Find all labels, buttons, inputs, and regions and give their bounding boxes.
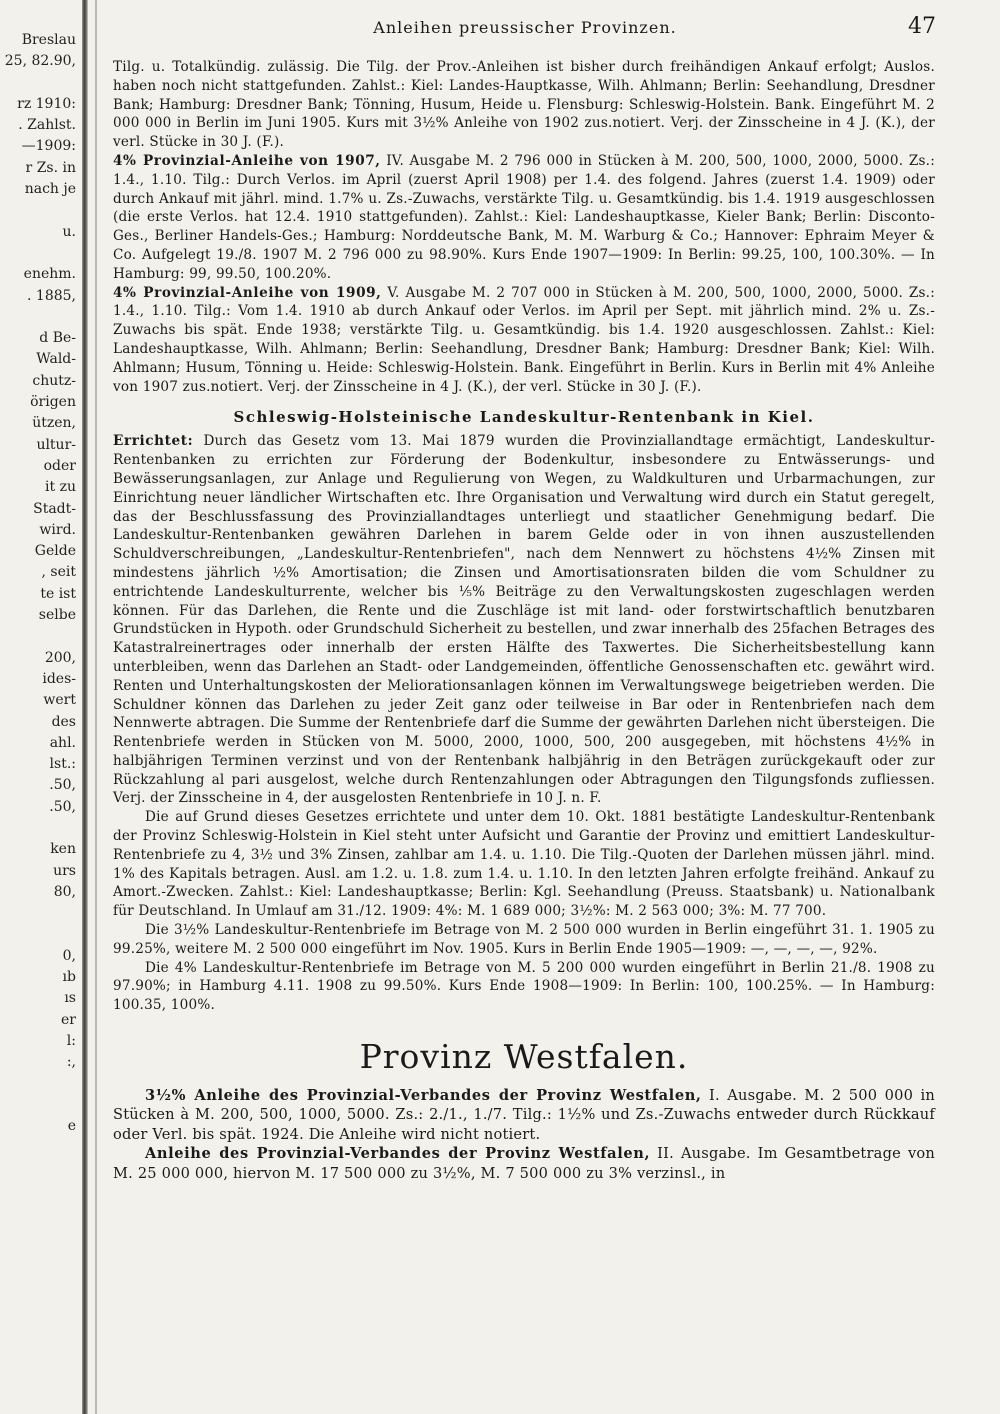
fragment-line: ıs bbox=[64, 990, 76, 1007]
fragment-line: ützen, bbox=[32, 415, 76, 432]
fragment-line bbox=[0, 626, 76, 647]
fragment-line: nach je bbox=[24, 181, 76, 198]
fragment-line: wird. bbox=[39, 521, 76, 538]
westfalen-paragraphs bbox=[113, 1086, 935, 1183]
paragraph-text: Die 3½% Landeskultur-Rentenbriefe im Betrage von M. 2 500 000 wurden in Berlin eingeführt 31. 1. 1905 zu 99.25%, weitere M. 2 500 000 eingeführt im Nov. 1905. Kurs in Berlin Ende 1905—1909: —, —, —, —, 92%. bbox=[113, 922, 935, 957]
paragraph bbox=[113, 959, 935, 1015]
paragraph-text: Tilg. u. Totalkündig. zulässig. Die Tilg. der Prov.-Anleihen ist bisher durch freihändigen Ankauf erfolgt; Auslos. haben noch nicht stattgefunden. Zahlst.: Kiel: Landes-Hauptkasse, Wilh. Ahlmann; Berlin: Seehandlung, Dresdner Bank; Hamburg: Dresdner Bank; Tönning, Husum, Heide u. Flensburg: Schleswig-Holstein. Bank. Eingeführt M. 2 000 000 in Berlin im Juni 1905. Kurs mit 3½% Anleihe von 1902 zus.notiert. Verj. der Zinsscheine in 4 J. (K.), der verl. Stücke in 30 J. (F.). bbox=[113, 59, 935, 151]
fragment-line: Stadt- bbox=[33, 500, 76, 517]
fragment-line: .50, bbox=[49, 798, 76, 815]
fragment-line bbox=[0, 1095, 76, 1116]
paragraph-lead: Anleihe des Provinzial-Verbandes der Provinz Westfalen, bbox=[145, 1145, 651, 1163]
main-text-column bbox=[113, 58, 935, 1183]
paragraph-text: Die auf Grund dieses Gesetzes errichtete und unter dem 10. Okt. 1881 bestätigte Landeskultur-Rentenbank der Provinz Schleswig-Holstein in Kiel steht unter Aufsicht und Garantie der Provinz und emittiert Landeskultur-Rentenbriefe zu 4, 3½ und 3% Zinsen, zahlbar am 1.4. u. 1.10. Die Tilg.-Quoten der Darlehen müssen jährl. mind. 1% des Kapitals betragen. Ausl. am 1.2. u. 1.8. zum 1.4. u. 1.10. In den letzten Jahren erfolgte freihänd. Ankauf zu Amort.-Zwecken. Zahlst.: Kiel: Landeshauptkasse; Berlin: Kgl. Seehandlung (Preuss. Staatsbank) u. Nationalbank für Deutschland. In Umlauf am 31./12. 1909: 4%: M. 1 689 000; 3½%: M. 2 563 000; 3%: M. 77 700. bbox=[113, 809, 935, 920]
fragment-line: ahl. bbox=[49, 734, 76, 751]
fragment-line: , seit bbox=[41, 564, 76, 581]
fragment-line: Wald- bbox=[36, 351, 76, 368]
bank-paragraphs bbox=[113, 432, 935, 1015]
page-number: 47 bbox=[908, 14, 936, 39]
paragraph bbox=[113, 432, 935, 808]
fragment-line: oder bbox=[43, 457, 76, 474]
fragment-line: ultur- bbox=[36, 436, 76, 453]
section-heading: Schleswig-Holsteinische Landeskultur-Rentenbank in Kiel. bbox=[233, 408, 815, 427]
fragment-line bbox=[0, 1074, 76, 1095]
fragment-line: urs bbox=[53, 862, 76, 879]
paragraph-lead: 4% Provinzial-Anleihe von 1907, bbox=[113, 152, 381, 169]
fragment-line bbox=[0, 243, 76, 264]
fragment-line: it zu bbox=[45, 479, 76, 496]
paragraph bbox=[113, 1086, 935, 1144]
paragraph bbox=[113, 152, 935, 284]
fragment-line: 200, bbox=[44, 649, 76, 666]
fragment-line: te ist bbox=[40, 585, 76, 602]
top-paragraphs bbox=[113, 58, 935, 396]
fragment-line: er bbox=[61, 1011, 76, 1028]
paragraph-text: Die 4% Landeskultur-Rentenbriefe im Betrage von M. 5 200 000 wurden eingeführt in Berlin 21./8. 1908 zu 97.90%; in Hamburg 4.11. 1908 zu 99.50%. Kurs Ende 1908—1909: In Berlin: 100, 100.25%. — In Hamburg: 100.35, 100%. bbox=[113, 959, 935, 1014]
fragment-line bbox=[0, 73, 76, 94]
fragment-line: d Be- bbox=[39, 330, 76, 347]
fragment-line: Breslau bbox=[21, 32, 76, 48]
fragment-line: ides- bbox=[42, 670, 76, 687]
paragraph-text: II. Ausgabe. Im Gesamtbetrage von M. 25 000 000, hiervon M. 17 500 000 zu 3½%, M. 7 500 000 zu 3% verzinsl., in bbox=[113, 1145, 935, 1182]
fragment-line: :, bbox=[66, 1054, 76, 1071]
province-title: Provinz Westfalen. bbox=[359, 1037, 689, 1077]
fragment-line: r Zs. in bbox=[25, 159, 76, 176]
fragment-line: u. bbox=[62, 223, 76, 240]
paragraph bbox=[113, 284, 935, 397]
paragraph-text: Durch das Gesetz vom 13. Mai 1879 wurden die Provinziallandtage ermächtigt, Landeskultur-Rentenbanken zu errichten zur Förderung der Bodenkultur, insbesondere zu Entwässerungs- und Bewässerungsanlagen, zur Anlage und Regulierung von Wegen, zu Waldkulturen und Urbarmachungen, zur Einrichtung neuer ländlicher Wirtschaften etc. Ihre Organisation und Verwaltung wird durch ein Statut geregelt, das der Beschlussfassung des Provinziallandtages unterliegt und staatlicher Genehmigung bedarf. Die Landeskultur-Rentenbanken gewähren Darlehen in barem Gelde oder in von ihnen auszustellenden Schuldverschreibungen, „Landeskultur-Rentenbriefen", nach dem Nennwert zu höchstens 4½% Zinsen mit mindestens jährlich ½% Amortisation; die Zinsen und Amortisationsraten bilden die vom Schuldner zu entrichtende Landeskulturrente, welcher bis ⅕% Beiträge zu den Verwaltungskosten zugeschlagen werden können. Für das Darlehen, die Rente und die Zuschläge ist mit land- oder forstwirtschaftlich benutzbaren Grundstücken in Hypoth. oder Grundschuld Sicherheit zu bestellen, und zwar innerhalb des 25fachen Betrages des Katastralreinertrages oder innerhalb der ersten Hälfte des Taxwertes. Die Sicherheitsbestellung kann unterbleiben, wenn das Darlehen an Stadt- oder Landgemeinden, öffentliche Genossenschaften etc. gewährt wird. Renten und Unterhaltungskosten der Meliorationsanlagen können im Verwaltungswege beigetrieben werden. Die Schuldner können das Darlehen zu jeder Zeit ganz oder teilweise in Bar oder in Rentenbriefen nach dem Nennwerte abtragen. Die Summe der Rentenbriefe darf die Summe der gewährten Darlehen nicht übersteigen. Die Rentenbriefe werden in Stücken von M. 5000, 2000, 1000, 500, 200 ausgegeben, mit höchstens 4½% in halbjährigen Terminen verzinst und von der Rentenbank halbjährig in den Beträgen zurückgekauft oder zur Rückzahlung al pari ausgelost, welche durch Rentenzahlungen oder Abtragungen den Tilgungsfonds zufliessen. Verj. der Zinsscheine in 4, der ausgelosten Rentenbriefe in 10 J. n. F. bbox=[113, 433, 935, 807]
previous-page-fragment bbox=[0, 30, 76, 1135]
fragment-line bbox=[0, 903, 76, 924]
fragment-line bbox=[0, 924, 76, 945]
page-gutter bbox=[82, 0, 88, 1414]
fragment-line: rz 1910: bbox=[17, 95, 76, 112]
gutter-shadow bbox=[95, 0, 97, 1414]
fragment-line: —1909: bbox=[21, 138, 76, 155]
fragment-line: ıb bbox=[62, 969, 76, 986]
fragment-line: enehm. bbox=[23, 266, 76, 283]
fragment-line: . Zahlst. bbox=[18, 117, 76, 134]
fragment-line: . 1885, bbox=[27, 287, 76, 304]
fragment-line: .50, bbox=[49, 777, 76, 794]
paragraph-lead: 3½% Anleihe des Provinzial-Verbandes der Provinz Westfalen, bbox=[145, 1087, 702, 1105]
fragment-line: Gelde bbox=[34, 543, 76, 560]
paragraph-lead: Errichtet: bbox=[113, 433, 194, 450]
paragraph-text: I. Ausgabe. M. 2 500 000 in Stücken à M. 200, 500, 1000, 5000. Zs.: 2./1., 1./7. Tilg.: 1½% und Zs.-Zuwachs entweder durch Rückkauf oder Verl. bis spät. 1924. Die Anleihe wird nicht notiert. bbox=[113, 1087, 935, 1143]
fragment-line: l: bbox=[66, 1032, 76, 1049]
fragment-line: 25, 82.90, bbox=[4, 53, 76, 70]
fragment-line: 80, bbox=[53, 883, 76, 900]
fragment-line: chutz- bbox=[32, 372, 76, 389]
running-title: Anleihen preussischer Provinzen. bbox=[373, 18, 677, 37]
fragment-line: ken bbox=[50, 841, 76, 858]
paragraph-text: V. Ausgabe M. 2 707 000 in Stücken à M. 200, 500, 1000, 2000, 5000. Zs.: 1.4., 1.10. Tilg.: Vom 1.4. 1910 ab durch Ankauf oder Verlos. im April per Sept. mit jährlich mind. 2% u. Zs.-Zuwachs bis spät. Ende 1938; verstärkte Tilg. u. Gesamtkündig. bis 1.4. 1920 ausgeschlossen. Zahlst.: Kiel: Landeshauptkasse, Wilh. Ahlmann; Berlin: Seehandlung, Dresdner Bank; Hamburg: Dresdner Bank; Kiel: Wilh. Ahlmann; Husum, Tönning u. Heide: Schleswig-Holstein. Bank. Eingeführt in Berlin. Kurs in Berlin mit 4% Anleihe von 1907 zus.notiert. Verj. der Zinsscheine in 4 J. (K.), der verl. Stücke in 30 J. (F.). bbox=[113, 284, 935, 395]
paragraph bbox=[113, 1144, 935, 1183]
fragment-line: lst.: bbox=[49, 756, 76, 773]
paragraph bbox=[113, 58, 935, 152]
paragraph-text: IV. Ausgabe M. 2 796 000 in Stücken à M. 200, 500, 1000, 2000, 5000. Zs.: 1.4., 1.10. Tilg.: Durch Verlos. im April (zuerst April 1908) per 1.4. des folgend. Jahres (zuerst 1.4. 1909) oder durch Ankauf mit jährl. mind. 1.7% u. Zs.-Zuwachs, verstärkte Tilg. u. Gesamtkündig. bis 1.4. 1919 ausgeschlossen (die erste Verlos. hat 12.4. 1910 stattgefunden). Zahlst.: Kiel: Landeshauptkasse, Kieler Bank; Berlin: Disconto-Ges., Berliner Handels-Ges.; Hamburg: Norddeutsche Bank, M. M. Warburg & Co.; Hannover: Ephraim Meyer & Co. Aufgelegt 19./8. 1907 M. 2 796 000 zu 98.90%. Kurs Ende 1907—1909: In Berlin: 99.25, 100, 100.30%. — In Hamburg: 99, 99.50, 100.20%. bbox=[113, 152, 935, 282]
fragment-line: örigen bbox=[30, 394, 76, 411]
fragment-line bbox=[0, 200, 76, 221]
fragment-line bbox=[0, 307, 76, 328]
fragment-line: 0, bbox=[62, 947, 76, 964]
fragment-line: des bbox=[51, 713, 76, 730]
page-header bbox=[110, 14, 940, 44]
fragment-line: wert bbox=[43, 692, 76, 709]
paragraph bbox=[113, 808, 935, 921]
fragment-line: selbe bbox=[38, 607, 76, 624]
paragraph-lead: 4% Provinzial-Anleihe von 1909, bbox=[113, 284, 382, 301]
fragment-line: e bbox=[67, 1118, 76, 1135]
fragment-line bbox=[0, 818, 76, 839]
paragraph bbox=[113, 921, 935, 959]
